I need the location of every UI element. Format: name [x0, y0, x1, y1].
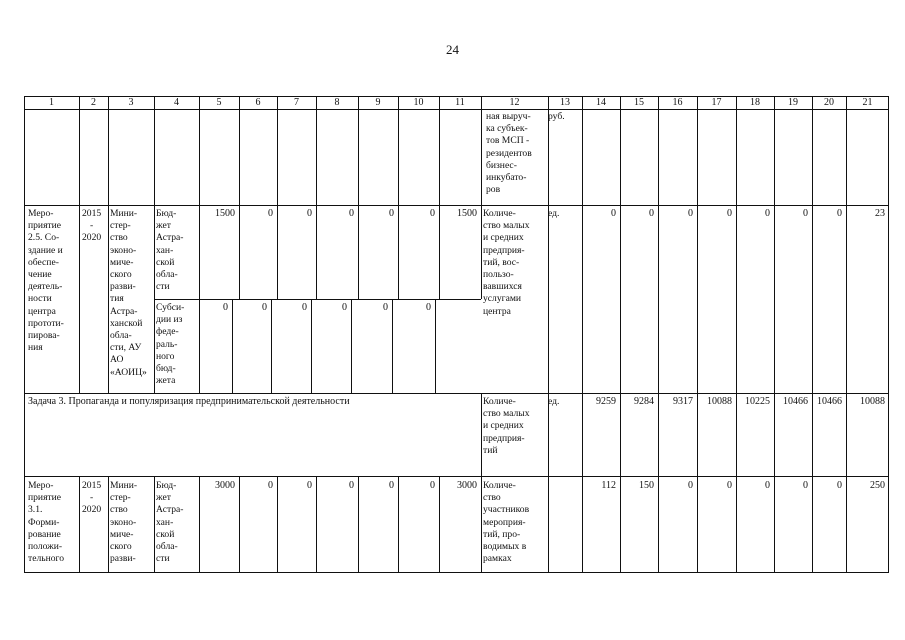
column-header-13: 13 [560, 97, 570, 108]
column-header-14: 14 [596, 97, 606, 108]
m31-budget-value-7: 3000 [457, 480, 477, 491]
measure-3-1-name: Меро- приятие 3.1. Форми- рование положи- тельного [28, 480, 65, 565]
m25-budget-value-3: 0 [307, 208, 312, 219]
column-header-4: 4 [174, 97, 179, 108]
t3-target-7: 10466 [817, 396, 842, 407]
m31-target-7: 0 [837, 480, 842, 491]
page-number: 24 [446, 42, 459, 57]
m31-target-1: 112 [601, 480, 616, 491]
column-header-9: 9 [375, 97, 381, 108]
m25-target-8: 23 [875, 208, 885, 219]
column-header-7: 7 [294, 97, 299, 108]
m25-budget-value-2: 0 [268, 208, 273, 219]
column-header-15: 15 [634, 97, 644, 108]
m25-target-7: 0 [837, 208, 842, 219]
measure-3-1-indicator: Количе- ство участников мероприя- тий, про- водимых в рамках [483, 480, 530, 565]
m25-subsidy-value-4: 0 [342, 302, 347, 313]
measure-2-5-source-subsidy: Субси- дии из феде- раль- ного бюд- жета [156, 302, 185, 387]
t3-target-8: 10088 [860, 396, 885, 407]
measure-3-1-source-budget: Бюд- жет Астра- хан- ской обла- сти [156, 480, 184, 565]
task-3-unit: ед. [548, 396, 560, 407]
m25-subsidy-value-2: 0 [262, 302, 267, 313]
continued-indicator-text: ная выруч- ка субъек- тов МСП - резидентов бизнес- инкубато- ров [486, 111, 532, 196]
column-header-2: 2 [91, 97, 96, 108]
measure-2-5-source-budget: Бюд- жет Астра- хан- ской обла- сти [156, 208, 184, 293]
m31-budget-value-3: 0 [307, 480, 312, 491]
column-header-17: 17 [711, 97, 722, 108]
program-table [24, 96, 889, 573]
task-3-title: Задача 3. Пропаганда и популяризация предпринимательской деятельности [28, 396, 350, 407]
table-grid [24, 96, 889, 573]
m25-subsidy-value-1: 0 [223, 302, 228, 313]
measure-2-5-period: 2015 - 2020 [82, 208, 102, 244]
m31-budget-value-5: 0 [389, 480, 394, 491]
t3-target-1: 9259 [596, 396, 616, 407]
m31-target-2: 150 [639, 480, 654, 491]
m25-target-3: 0 [688, 208, 693, 219]
m31-budget-value-6: 0 [430, 480, 435, 491]
m25-target-5: 0 [765, 208, 770, 219]
measure-3-1-period: 2015 - 2020 [82, 480, 102, 516]
m25-budget-value-5: 0 [389, 208, 394, 219]
m31-budget-value-4: 0 [349, 480, 354, 491]
m25-budget-value-1: 1500 [215, 208, 235, 219]
m25-subsidy-value-5: 0 [383, 302, 388, 313]
m31-budget-value-1: 3000 [215, 480, 235, 491]
m25-budget-value-4: 0 [349, 208, 354, 219]
continued-unit: руб. [548, 111, 565, 122]
column-header-5: 5 [216, 97, 222, 108]
t3-target-4: 10088 [707, 396, 732, 407]
measure-3-1-executor: Мини- стер- ство эконо- миче- ского разви- [110, 480, 138, 565]
t3-target-6: 10466 [783, 396, 808, 407]
m31-target-3: 0 [688, 480, 693, 491]
t3-target-2: 9284 [634, 396, 654, 407]
m25-target-6: 0 [803, 208, 808, 219]
column-header-19: 19 [788, 97, 798, 108]
m25-budget-value-6: 0 [430, 208, 435, 219]
t3-target-5: 10225 [745, 396, 770, 407]
measure-2-5-unit: ед. [548, 208, 560, 219]
column-header-18: 18 [750, 97, 760, 108]
column-header-20: 20 [824, 97, 834, 108]
m25-target-1: 0 [611, 208, 616, 219]
m31-target-6: 0 [803, 480, 808, 491]
m25-target-2: 0 [649, 208, 654, 219]
m25-subsidy-value-3: 0 [302, 302, 307, 313]
task-3-indicator: Количе- ство малых и средних предприя- тий [483, 396, 530, 456]
m25-budget-value-7: 1500 [457, 208, 477, 219]
m25-target-4: 0 [727, 208, 732, 219]
column-header-1: 1 [49, 97, 54, 108]
m25-subsidy-value-6: 0 [426, 302, 431, 313]
column-header-6: 6 [255, 97, 261, 108]
column-header-21: 21 [862, 97, 873, 108]
measure-2-5-indicator: Количе- ство малых и средних предприя- тий, вос- пользо- вавшихся услугами центра [483, 208, 530, 317]
measure-2-5-name: Меро- приятие 2.5. Со- здание и обеспе- чение деятель- ности центра прототи- пирова- ния [28, 208, 64, 354]
m31-budget-value-2: 0 [268, 480, 273, 491]
m31-target-5: 0 [765, 480, 770, 491]
t3-target-3: 9317 [673, 396, 693, 407]
measure-2-5-executor: Мини- стер- ство эконо- миче- ского разви- тия Астра- ханской обла- сти, АУ АО «АОИЦ» [110, 208, 147, 378]
column-header-11: 11 [455, 97, 465, 108]
column-header-8: 8 [334, 97, 340, 108]
column-header-12: 12 [509, 97, 520, 108]
column-header-10: 10 [413, 97, 424, 108]
m31-target-8: 250 [870, 480, 885, 491]
column-header-16: 16 [672, 97, 683, 108]
column-header-3: 3 [128, 97, 134, 108]
m31-target-4: 0 [727, 480, 732, 491]
